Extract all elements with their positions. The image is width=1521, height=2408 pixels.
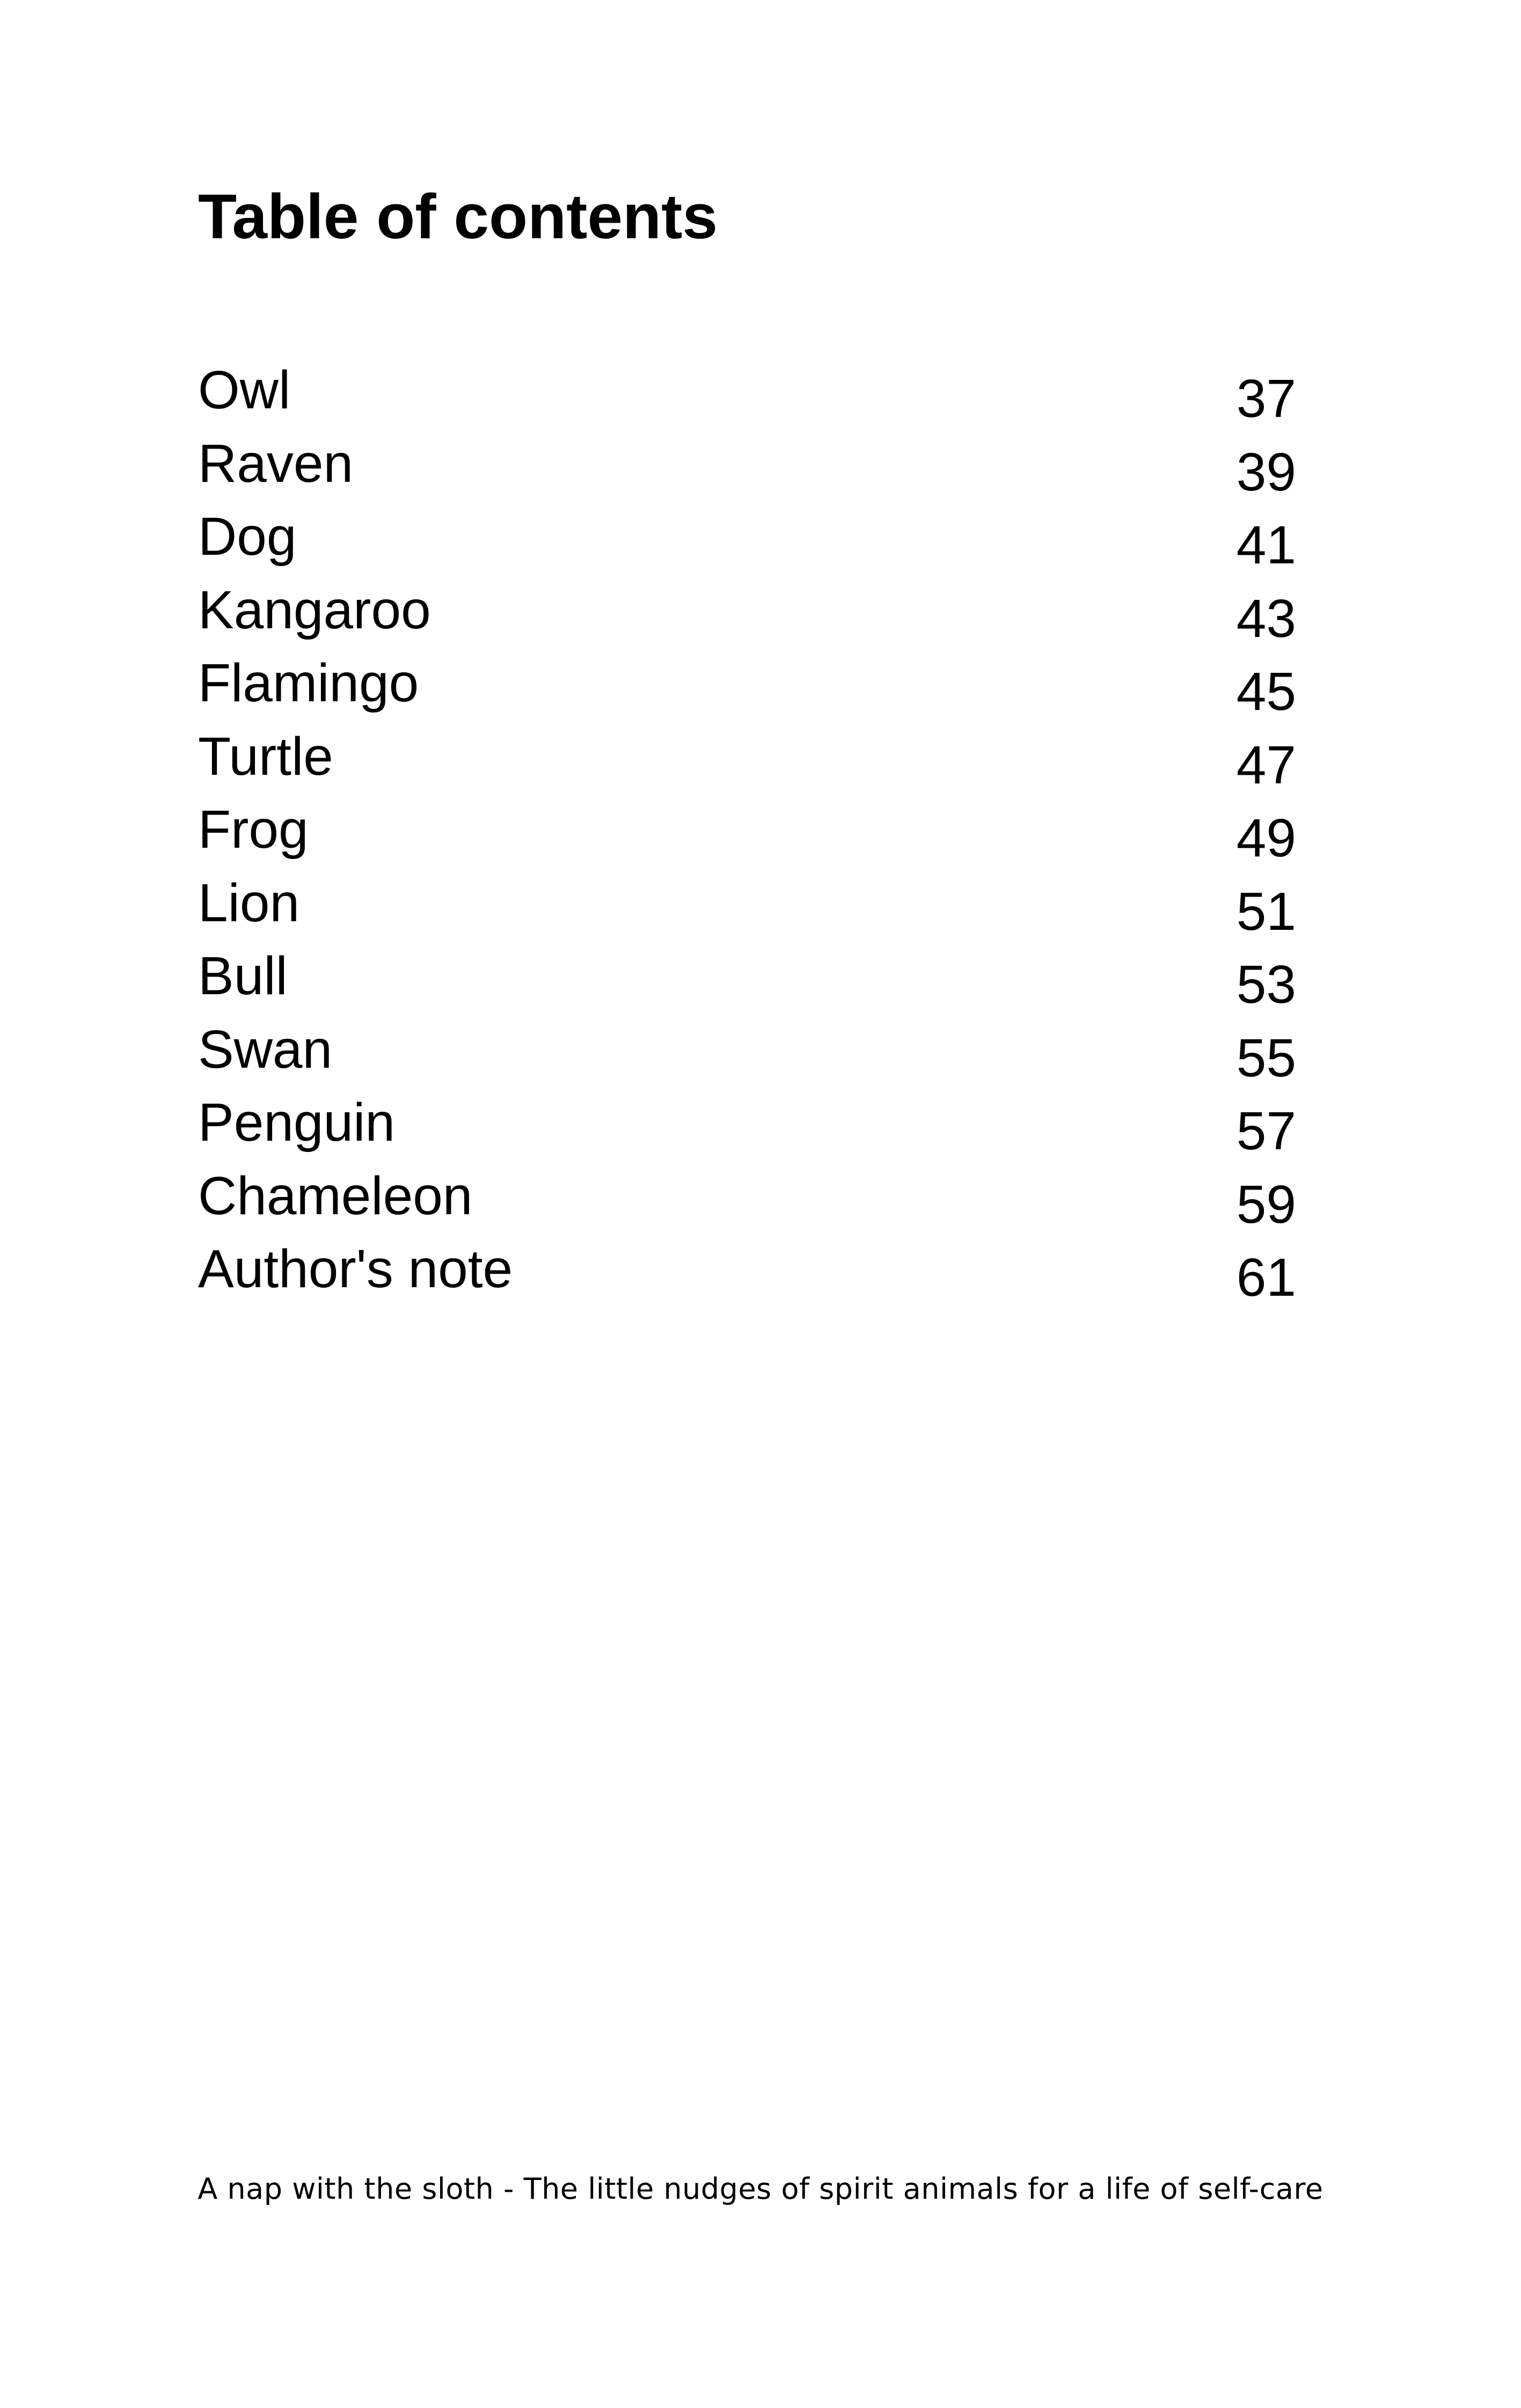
toc-entry-dog [198, 506, 1296, 579]
toc-entry-page-number: 55 [1236, 1027, 1296, 1088]
toc-entry-page-number: 57 [1236, 1101, 1296, 1161]
toc-entry-page-number: 47 [1236, 735, 1296, 795]
toc-entry-page-number: 51 [1236, 881, 1296, 942]
toc-entry-bull [198, 945, 1296, 1019]
toc-entry-label: Frog [198, 799, 309, 860]
toc-entry-lion [198, 872, 1296, 946]
table-of-contents [198, 359, 1296, 1312]
toc-entry-page-number: 43 [1236, 588, 1296, 649]
toc-entry-authors-note [198, 1238, 1296, 1312]
toc-entry-label: Flamingo [198, 653, 419, 713]
toc-entry-page-number: 45 [1236, 662, 1296, 722]
toc-entry-label: Lion [198, 872, 300, 933]
toc-entry-page-number: 53 [1236, 955, 1296, 1015]
toc-entry-page-number: 59 [1236, 1174, 1296, 1235]
toc-entry-label: Owl [198, 360, 291, 420]
toc-entry-turtle [198, 726, 1296, 799]
toc-entry-owl [198, 359, 1296, 433]
page-title: Table of contents [198, 181, 718, 252]
toc-entry-label: Raven [198, 433, 354, 494]
toc-entry-page-number: 61 [1236, 1247, 1296, 1308]
toc-entry-page-number: 39 [1236, 442, 1296, 502]
toc-entry-label: Turtle [198, 726, 333, 787]
toc-entry-penguin [198, 1092, 1296, 1165]
toc-entry-label: Kangaroo [198, 579, 431, 640]
toc-entry-label: Dog [198, 506, 297, 567]
toc-entry-label: Chameleon [198, 1165, 473, 1226]
toc-entry-raven [198, 433, 1296, 506]
toc-entry-swan [198, 1019, 1296, 1092]
toc-entry-label: Swan [198, 1019, 333, 1080]
toc-entry-page-number: 37 [1236, 369, 1296, 429]
toc-entry-chameleon [198, 1165, 1296, 1239]
toc-entry-page-number: 49 [1236, 808, 1296, 868]
book-title-footer: A nap with the sloth - The little nudges of spirit animals for a life of self-care [198, 2172, 1323, 2206]
toc-entry-frog [198, 799, 1296, 872]
toc-entry-kangaroo [198, 579, 1296, 653]
toc-entry-page-number: 41 [1236, 515, 1296, 575]
toc-entry-label: Penguin [198, 1092, 395, 1152]
toc-entry-label: Bull [198, 946, 288, 1006]
toc-entry-label: Author's note [198, 1239, 513, 1299]
toc-entry-flamingo [198, 652, 1296, 726]
